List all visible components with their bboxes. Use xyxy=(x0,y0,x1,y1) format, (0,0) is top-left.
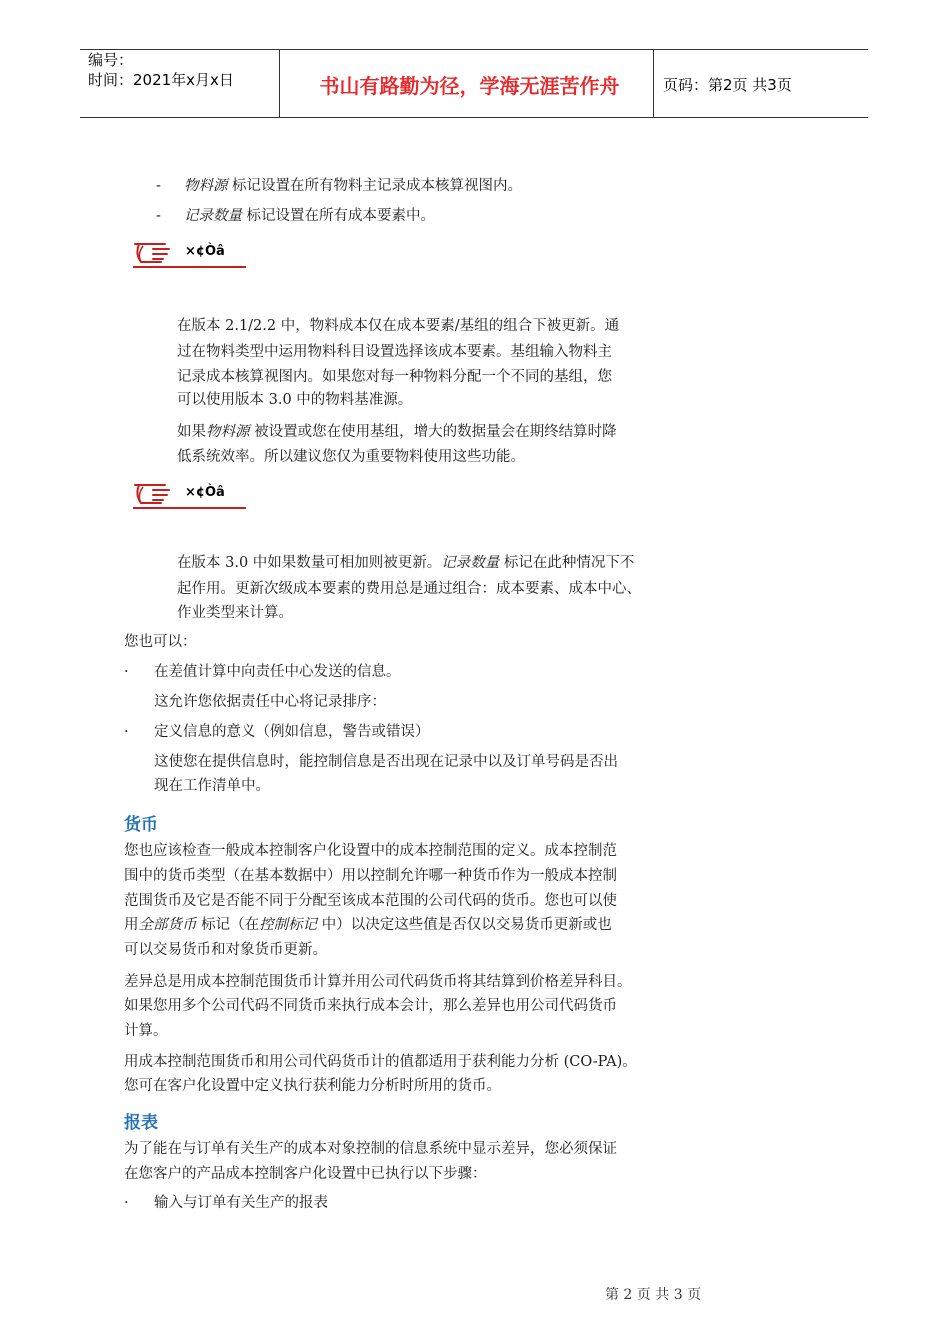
paragraph-line: 您也可以： xyxy=(124,634,197,650)
paragraph-line: 您也应该检查一般成本控制客户化设置中的成本控制范围的定义。成本控制范 xyxy=(124,843,617,859)
note-line: 可以使用版本 3.0 中的物料基准源。 xyxy=(177,392,413,408)
bullet-term: 物料源 xyxy=(183,178,228,194)
bullet-marker: · xyxy=(124,1195,129,1211)
note-line xyxy=(177,422,617,442)
paragraph-line: 范围货币及它是否能不同于分配至该成本范围的公司代码的货币。您也可以使 xyxy=(124,893,617,909)
header-meta xyxy=(88,50,234,90)
bullet-marker: - xyxy=(156,178,161,194)
note-line: 记录成本核算视图内。如果您对每一种物料分配一个不同的基组，您 xyxy=(177,369,612,385)
note-label: ×¢Òâ xyxy=(185,485,225,500)
bullet-term: 记录数量 xyxy=(183,208,242,224)
note-rule xyxy=(133,266,246,268)
paragraph-text: 中）以决定这些值是否仅以交易货币更新或也 xyxy=(317,917,612,933)
paragraph-line: 可以交易货币和对象货币更新。 xyxy=(124,942,327,958)
paragraph-line: 如果您用多个公司代码不同货币来执行成本会计，那么差异也用公司代码货币 xyxy=(124,998,617,1014)
note-callout xyxy=(133,481,246,509)
header-page-info: 页码：第2页 共3页 xyxy=(663,76,792,94)
bullet-marker: · xyxy=(124,664,129,680)
bullet-text: 标记设置在所有成本要素中。 xyxy=(241,208,436,224)
list-item xyxy=(124,722,430,742)
note-text: 标记在此种情况下不 xyxy=(499,555,635,571)
list-item-text: 输入与订单有关生产的报表 xyxy=(154,1195,328,1211)
list-item xyxy=(124,662,401,682)
note-label: ×¢Òâ xyxy=(185,244,225,259)
note-text: 在版本 3.0 中如果数量可相加则被更新。 xyxy=(177,555,442,571)
paragraph-line: 计算。 xyxy=(124,1023,168,1039)
note-rule xyxy=(133,507,246,509)
list-item-text: 定义信息的意义（例如信息，警告或错误） xyxy=(154,724,430,740)
section-heading: 货币 xyxy=(124,815,158,835)
paragraph-line: 您可在客户化设置中定义执行获利能力分析时所用的货币。 xyxy=(124,1078,501,1094)
paragraph-line: 围中的货币类型（在基本数据中）用以控制允许哪一种货币作为一般成本控制 xyxy=(124,868,617,884)
note-line: 在版本 2.1/2.2 中，物料成本仅在成本要素/基组的组合下被更新。通 xyxy=(177,318,620,334)
bullet-marker: · xyxy=(124,724,129,740)
pointing-hand-icon xyxy=(133,481,175,507)
section-heading: 报表 xyxy=(124,1113,158,1133)
bullet-text: 标记设置在所有物料主记录成本核算视图内。 xyxy=(227,178,523,194)
note-text: 如果 xyxy=(177,424,206,440)
header-number-label: 编号： xyxy=(88,51,134,69)
paragraph-text: 标记（在 xyxy=(196,917,260,933)
paragraph-line: 在您客户的产品成本控制客户化设置中已执行以下步骤： xyxy=(124,1166,487,1182)
note-text: 被设置或您在使用基组，增大的数据量会在期终结算时降 xyxy=(249,424,617,440)
note-term: 记录数量 xyxy=(441,555,500,571)
note-line: 作业类型来计算。 xyxy=(177,605,293,621)
paragraph-line: 差异总是用成本控制范围货币计算并用公司代码货币将其结算到价格差异科目。 xyxy=(124,974,632,990)
bullet-marker: - xyxy=(156,208,161,224)
note-callout xyxy=(133,240,246,268)
paragraph-text: 用 xyxy=(124,917,139,933)
paragraph-line: 用成本控制范围货币和用公司代码货币计的值都适用于获利能力分析 (CO-PA)。 xyxy=(124,1054,637,1070)
header-divider-right xyxy=(653,50,654,117)
paragraph-term: 全部货币 xyxy=(138,917,197,933)
paragraph-line: 现在工作清单中。 xyxy=(154,778,270,794)
header-divider-left xyxy=(279,50,280,117)
header-motto: 书山有路勤为径，学海无涯苦作舟 xyxy=(319,74,620,98)
note-line: 起作用。更新次级成本要素的费用总是通过组合：成本要素、成本中心、 xyxy=(177,581,641,597)
paragraph-line: 这允许您依据责任中心将记录排序： xyxy=(154,694,386,710)
bullet-item xyxy=(156,206,435,226)
paragraph-line: 这使您在提供信息时，能控制信息是否出现在记录中以及订单号码是否出 xyxy=(154,754,618,770)
note-line: 过在物料类型中运用物料科目设置选择该成本要素。基组输入物料主 xyxy=(177,344,612,360)
page-footer: 第 2 页 共 3 页 xyxy=(605,1287,702,1303)
note-term: 物料源 xyxy=(206,424,250,440)
pointing-hand-icon xyxy=(133,240,175,266)
note-line: 低系统效率。所以建议您仅为重要物料使用这些功能。 xyxy=(177,449,525,465)
paragraph-line xyxy=(124,915,612,935)
note-line xyxy=(177,553,634,573)
list-item-text: 在差值计算中向责任中心发送的信息。 xyxy=(154,664,401,680)
paragraph-term: 控制标记 xyxy=(259,917,318,933)
header-time-label: 时间：2021年x月x日 xyxy=(88,71,234,89)
header-bottom-rule xyxy=(80,117,868,118)
list-item xyxy=(124,1193,328,1213)
bullet-item xyxy=(156,176,522,196)
paragraph-line: 为了能在与订单有关生产的成本对象控制的信息系统中显示差异，您必须保证 xyxy=(124,1141,617,1157)
